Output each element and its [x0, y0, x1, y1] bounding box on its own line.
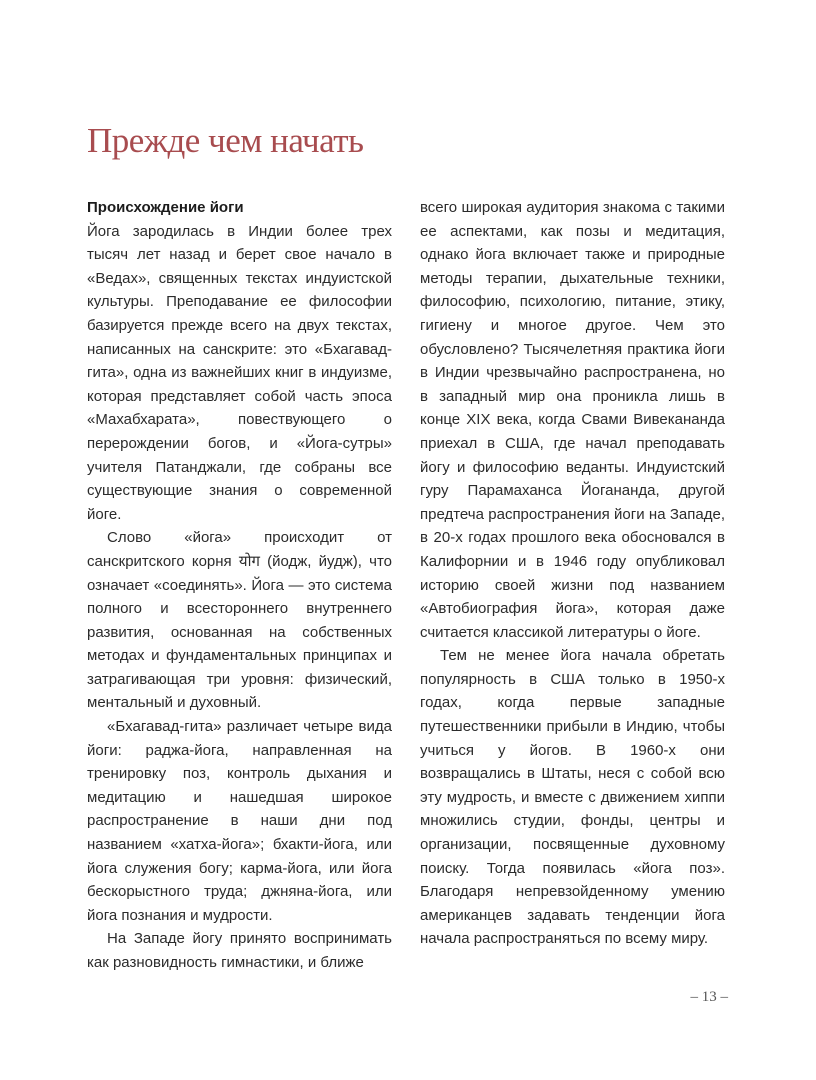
left-column	[87, 196, 392, 975]
page-title: Прежде чем начать	[87, 121, 364, 160]
paragraph-3: «Бхагавад-гита» различает четыре вида йоги: раджа-йога, направленная на тренировку поз, контроль дыхания и медитацию и нашедшая широкое распространение в наши дни под названием «хатха-йога»; бхакти-йога, или йога служения богу; карма-йога, или йога бескорыстного труда; джняна-йога, или йога познания и мудрости.	[87, 718, 392, 924]
page-number: – 13 –	[690, 989, 728, 1005]
paragraph-5: всего широкая аудитория знакома с такими ее аспектами, как позы и медитация, однако йога включает также и природные методы терапии, дыхательные техники, философию, психологию, питание, этику, гигиену и многое другое. Чем это обусловлено? Тысячелетняя практика йоги в Индии чрезвычайно распространена, но в западный мир она проникла лишь в конце XIX века, когда Свами Вивекананда приехал в США, где начал преподавать йогу и философию веданты. Индуистский гуру Парамаханса Йогананда, другой предтеча распространения йоги на Западе, в 20-х годах прошлого века обосновался в Калифорнии и в 1946 году опубликовал историю своей жизни под названием «Автобиография йога», которая даже считается классикой литературы о йоге.	[420, 199, 725, 641]
section-heading: Происхождение йоги	[87, 199, 244, 216]
paragraph-4: На Западе йогу принято воспринимать как разновидность гимнастики, и ближе	[87, 930, 392, 971]
paragraph-2: Слово «йога» происходит от санскритского корня योग (йодж, йудж), что означает «соединять». Йога — это система полного и всестороннего внутреннего развития, основанная на собственных методах и фундаментальных принципах и затрагивающая три уровня: физический, ментальный и духовный.	[87, 529, 392, 712]
paragraph-1: Йога зародилась в Индии более трех тысяч лет назад и берет свое начало в «Ведах», священных текстах индуистской культуры. Преподавание ее философии базируется прежде всего на двух текстах, написанных на санскрите: это «Бхагавад-гита», одна из важнейших книг в индуизме, которая представляет собой часть эпоса «Махабхарата», повествующего о перерождении богов, и «Йога-сутры» учителя Патанджали, где собраны все существующие знания о современной йоге.	[87, 222, 392, 523]
paragraph-6: Тем не менее йога начала обретать популярность в США только в 1950-х годах, когда первые западные путешественники прибыли в Индию, чтобы учиться у йогов. В 1960-х они возвращались в Штаты, неся с собой всю эту мудрость, и вместе с движением хиппи множились студии, фонды, центры и организации, посвященные духовному поиску. Тогда появилась «йога поз». Благодаря непревзойденному умению американцев задавать тенденции йога начала распространяться по всему миру.	[420, 647, 725, 948]
right-column	[420, 196, 725, 951]
